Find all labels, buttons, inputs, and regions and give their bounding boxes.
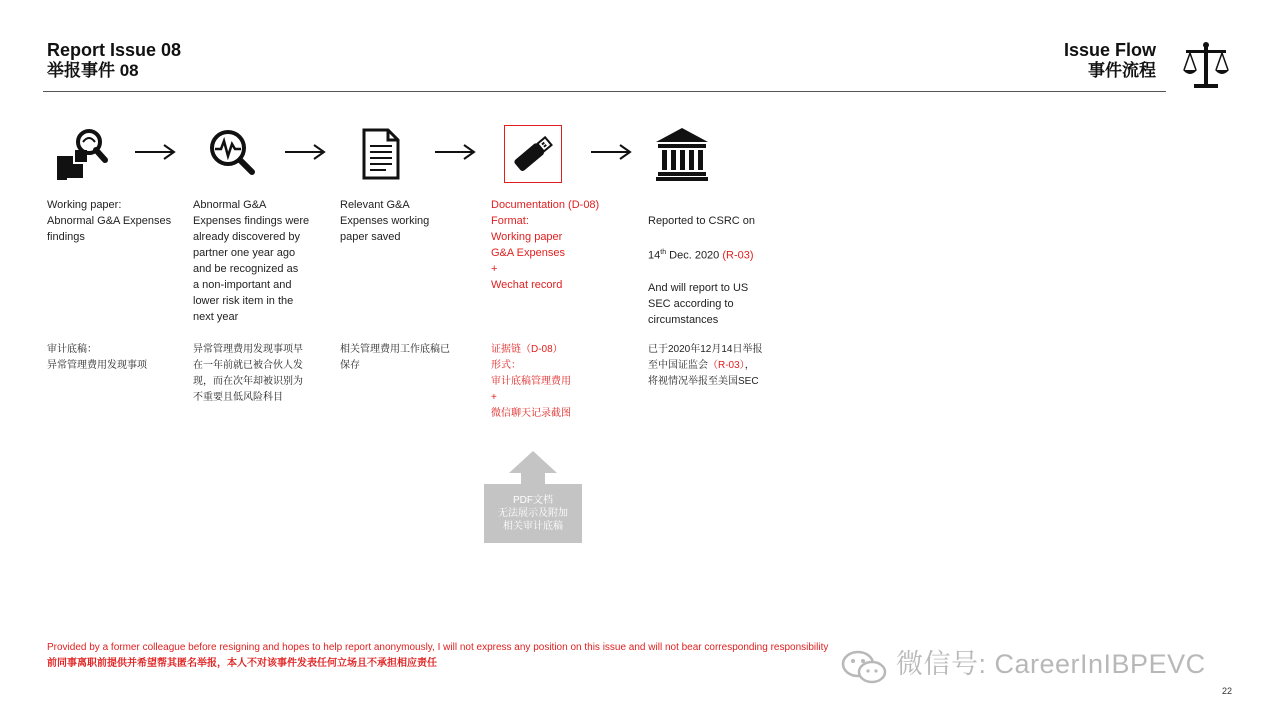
page-title-cn: 举报事件 08 [47, 61, 139, 80]
pdf-note-text: PDF文档 无法展示及附加 相关审计底稿 [498, 495, 568, 532]
step-desc-cn: 证据链（D-08） 形式： 审计底稿管理费用 + 微信聊天记录截图 [491, 344, 571, 419]
step-desc-en: Abnormal G&A Expenses findings were already discovered by partner one year ago and be recognized as a non-important and lower risk item in the next year [193, 199, 310, 323]
step-desc-cn: 相关管理费用工作底稿已 保存 [340, 344, 450, 371]
cn-part-b: ， 将视情况举报至美国SEC [648, 360, 759, 387]
right-arrow-icon [433, 142, 477, 162]
date-suffix: th [660, 249, 667, 256]
document-icon [352, 126, 408, 182]
magnifier-pulse-icon [204, 126, 260, 182]
section-title-en: Issue Flow [1063, 40, 1156, 60]
reported-rest: And will report to US SEC according to circumstances [648, 281, 749, 326]
right-arrow-icon [283, 142, 327, 162]
disclaimer-en: Provided by a former colleague before resigning and hopes to help report anonymously, I will not express any position on this issue and will not bear corresponding responsibility [47, 642, 829, 653]
date-day: 14 [648, 249, 661, 262]
usb-drive-icon [505, 126, 561, 182]
right-arrow-icon [589, 142, 633, 162]
step-desc-cn: 审计底稿： 异常管理费用发现事项 [47, 344, 147, 371]
step-desc-en-reported [648, 197, 755, 344]
header-divider [43, 91, 1166, 92]
reported-date-line [648, 245, 755, 264]
step-desc-cn-reported [648, 342, 763, 390]
section-title-cn: 事件流程 [1088, 61, 1156, 80]
date-text: Dec. 2020 [666, 249, 723, 262]
page-number: 22 [1221, 686, 1232, 696]
scales-of-justice-icon [1180, 40, 1232, 92]
disclaimer-cn: 前同事离职前提供并希望帮其匿名举报，本人不对该事件发表任何立场且不承担相应责任 [47, 658, 437, 669]
reference-r03: (R-03) [722, 249, 754, 262]
cn-part-a: 已于2020年12月14日举报 至中国证监会 [648, 344, 763, 371]
step-desc-cn: 异常管理费用发现事项早 在一年前就已被合伙人发 现，而在次年却被识别为 不重要且低风险科目 [193, 344, 303, 403]
watermark-text: 微信号: CareerInIBPEVC [896, 649, 1206, 679]
wechat-logo-icon [840, 648, 888, 686]
government-building-icon [654, 126, 710, 182]
step-desc-en: Relevant G&A Expenses working paper saved [340, 199, 430, 243]
step-desc-en: Documentation (D-08) Format: Working paper G&A Expenses + Wechat record [491, 199, 600, 291]
reported-line: Reported to CSRC on [648, 215, 755, 227]
step-desc-en: Working paper: Abnormal G&A Expenses findings [47, 199, 172, 243]
page-title-en: Report Issue 08 [47, 40, 182, 60]
cn-reference-r03: （R-03） [708, 360, 745, 371]
right-arrow-icon [133, 142, 177, 162]
search-documents-icon [53, 126, 109, 182]
